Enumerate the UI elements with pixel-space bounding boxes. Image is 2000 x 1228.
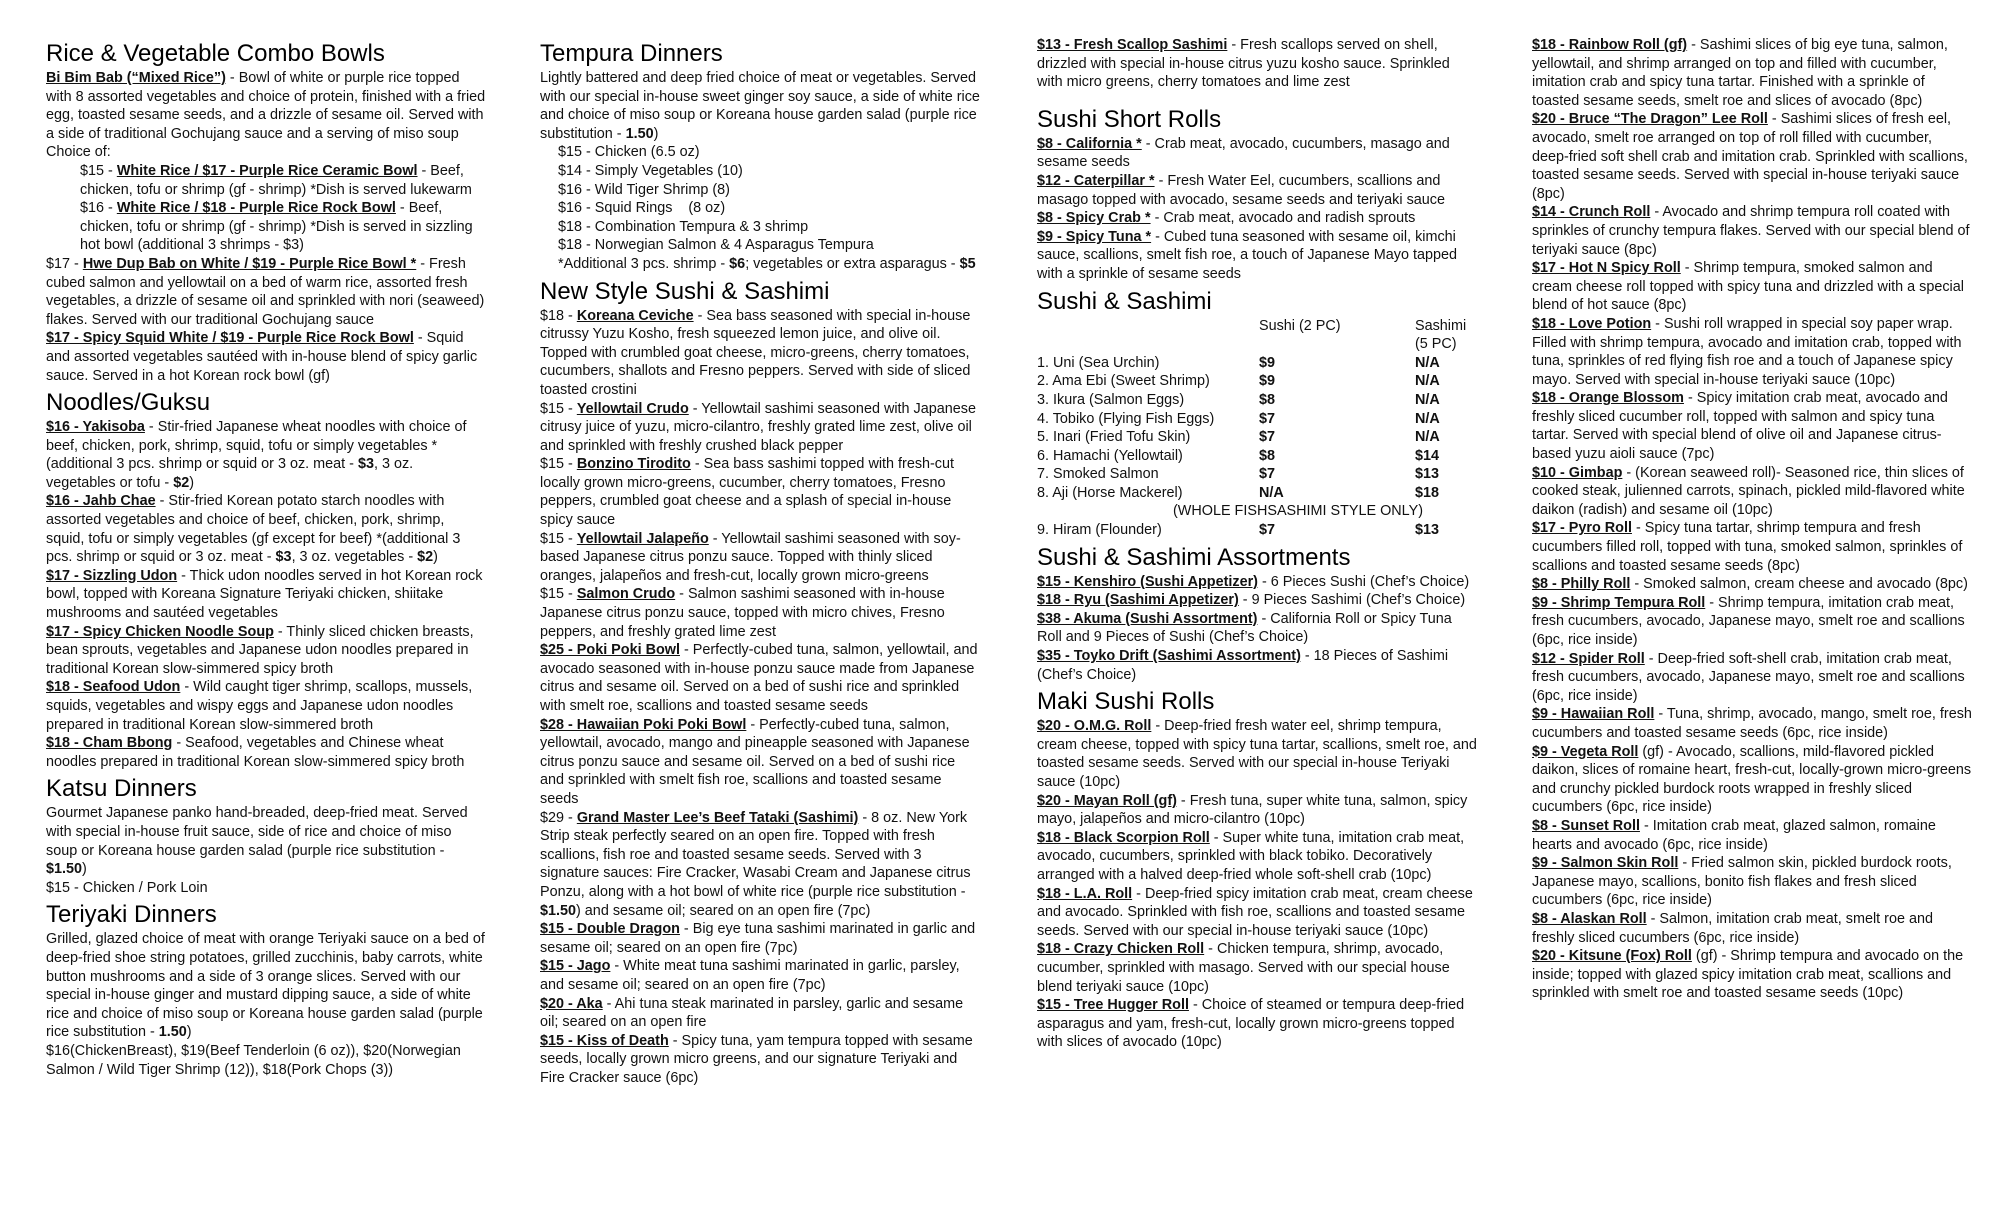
sushi-last-row [1037, 521, 1475, 540]
sushi-price: $8 [1259, 391, 1276, 408]
menu-item-hawaiian-roll: $9 - Hawaiian Roll - Tuna, shrimp, avocado, mango, smelt roe, fresh cucumbers and toasted sesame seeds (6pc, rice inside) [1532, 706, 1972, 741]
menu-item-black-scorpion-roll: $18 - Black Scorpion Roll - Super white tuna, imitation crab meat, avocado, cucumbers, sprinkled with black tobiko. Decoratively arranged with a halved deep-fried whole soft-shell crab (10pc) [1037, 829, 1465, 883]
menu-item-salmon-skin-roll: $9 - Salmon Skin Roll - Fried salmon skin, pickled burdock roots, Japanese mayo, scallions, bonito fish flakes and fresh sliced cucumbers (6pc, rice inside) [1532, 855, 1952, 909]
menu-item-alaskan-roll: $8 - Alaskan Roll - Salmon, imitation crab meat, smelt roe and freshly sliced cucumbers (6pc, rice inside) [1532, 910, 1933, 946]
sushi-item-name: 3. Ikura (Salmon Eggs) [1037, 391, 1185, 408]
choice-label: Choice of: [46, 144, 111, 161]
menu-item-sizzling-udon: $17 - Sizzling Udon - Thick udon noodles served in hot Korean rock bowl, topped with Koreana Signature Teriyaki chicken, shiitake mushrooms and sautéed vegetables [46, 567, 483, 622]
menu-item-love-potion: $18 - Love Potion - Sushi roll wrapped in special soy paper wrap. Filled with shrimp tempura, avocado and imitation crab, topped with tuna, sprinkles of red flying fish roe and a touch of Japanese spicy mayo. Served with special in-house teriyaki sauce (10pc) [1532, 315, 1962, 388]
menu-item-bibimbab: Bi Bim Bab (“Mixed Rice”) - Bowl of white or purple rice topped with 8 assorted vegetables and choice of protein, finished with a fried egg, toasted sesame seeds, and a drizzle of sesame oil. Served with a side of traditional Gochujang sauce and a serving of miso soup [46, 70, 486, 142]
menu-item-spicy-chicken-noodle-soup: $17 - Spicy Chicken Noodle Soup - Thinly sliced chicken breasts, bean sprouts, vegetables and Japanese udon noodles prepared in traditional Korean slow-simmered spicy broth [46, 623, 474, 677]
table-header-row [1037, 317, 1477, 354]
sushi-item-name: 2. Ama Ebi (Sweet Shrimp) [1037, 373, 1210, 390]
menu-item-ryu: $18 - Ryu (Sashimi Appetizer) - 9 Pieces Sashimi (Chef’s Choice) [1037, 592, 1466, 609]
menu-item-hawaiian-poki-bowl: $28 - Hawaiian Poki Poki Bowl - Perfectly-cubed tuna, salmon, yellowtail, avocado, mango and pineapple seasoned with Japanese citrus ponzu sauce and sesame oil. Served on a bed of sushi rice and sprinkled with smelt fish roe, scallions and toasted sesame seeds [540, 716, 970, 807]
sushi-item-name: 5. Inari (Fried Tofu Skin) [1037, 429, 1191, 446]
tempura-item: $15 - Chicken (6.5 oz) [558, 144, 700, 161]
sushi-item-name: 7. Smoked Salmon [1037, 466, 1159, 483]
sashimi-price: $18 [1415, 484, 1440, 501]
menu-item-kitsune-roll: $20 - Kitsune (Fox) Roll (gf) - Shrimp tempura and avocado on the inside; topped with glazed spicy imitation crab meat, scallions and sprinkled with smelt roe and toasted sesame seeds (10pc) [1532, 948, 1964, 1002]
menu-item-la-roll: $18 - L.A. Roll - Deep-fried spicy imitation crab meat, cream cheese and avocado. Sprinkled with fish roe, scallions and toasted sesame seeds. Served with our special in-house teriyaki sauce (10pc) [1037, 885, 1473, 939]
menu-item-yellowtail-jalapeno: $15 - Yellowtail Jalapeño - Yellowtail sashimi seasoned with soy-based Japanese citrus ponzu sauce. Topped with thinly sliced oranges, jalapeños and fresh-cut, locally grown micro-greens [540, 530, 961, 584]
menu-item-sunset-roll: $8 - Sunset Roll - Imitation crab meat, glazed salmon, romaine hearts and avocado (6pc, rice inside) [1532, 817, 1936, 853]
section-title-new-style: New Style Sushi & Sashimi [540, 277, 830, 305]
menu-item-yakisoba: $16 - Yakisoba - Stir-fried Japanese wheat noodles with choice of beef, chicken, pork, shrimp, squid, tofu or simply vegetables *(additional 3 pcs. shrimp or squid or 3 oz. meat - $3, 3 oz. vegetables or tofu - $2) [46, 419, 467, 491]
section-title-tempura: Tempura Dinners [540, 40, 723, 67]
teriyaki-prices: $16(ChickenBreast), $19(Beef Tenderloin (6 oz)), $20(Norwegian Salmon / Wild Tiger Shrimp (12)), $18(Pork Chops (3)) [46, 1042, 461, 1078]
menu-item-kenshiro: $15 - Kenshiro (Sushi Appetizer) - 6 Pieces Sushi (Chef’s Choice) [1037, 573, 1470, 590]
katsu-description: Gourmet Japanese panko hand-breaded, deep-fried meat. Served with special in-house fruit sauce, side of rice and choice of miso soup or Koreana house garden salad (purple rice substitution - $1.50) [46, 805, 468, 878]
table-row [1037, 354, 1475, 373]
menu-item-aka: $20 - Aka - Ahi tuna steak marinated in parsley, garlic and sesame oil; seared on an open fire [540, 995, 964, 1031]
menu-item-spicy-crab: $8 - Spicy Crab * - Crab meat, avocado and radish sprouts [1037, 210, 1416, 227]
menu-item-mayan-roll: $20 - Mayan Roll (gf) - Fresh tuna, super white tuna, salmon, spicy mayo, jalapeños and micro-cilantro (10pc) [1037, 792, 1468, 828]
sashimi-price: N/A [1415, 391, 1440, 408]
sushi-rows [1037, 354, 1475, 503]
table-row [1037, 465, 1475, 484]
menu-item-shrimp-tempura-roll: $9 - Shrimp Tempura Roll - Shrimp tempura, imitation crab meat, fresh cucumbers, avocado, Japanese mayo, smelt roe and scallions (6pc, rice inside) [1532, 594, 1965, 648]
menu-item-akuma: $38 - Akuma (Sushi Assortment) - California Roll or Spicy Tuna Roll and 9 Pieces of Sushi (Chef’s Choice) [1037, 610, 1452, 646]
section-title-sushi-sashimi: Sushi & Sashimi [1037, 287, 1212, 315]
menu-item-bonzino-tirodito: $15 - Bonzino Tirodito - Sea bass sashimi topped with fresh-cut locally grown micro-greens, cucumber, cherry tomatoes, Fresno peppers, crumbled goat cheese and a splash of special in-house spicy sauce [540, 456, 955, 529]
sashimi-price: N/A [1415, 373, 1440, 390]
menu-item-double-dragon: $15 - Double Dragon - Big eye tuna sashimi marinated in garlic and sesame oil; seared on an open fire (7pc) [540, 921, 976, 956]
whole-fish-note: (WHOLE FISHSASHIMI STYLE ONLY) [1173, 503, 1424, 520]
menu-item-salmon-crudo: $15 - Salmon Crudo - Salmon sashimi seasoned with in-house Japanese citrus ponzu sauce, topped with micro chives, Fresno peppers, and freshly grated lime zest [540, 586, 945, 640]
menu-item-beef-tataki: $29 - Grand Master Lee’s Beef Tataki (Sashimi) - 8 oz. New York Strip steak perfectly seared on an open fire. Topped with fresh scallions, fish roe and toasted sesame seeds. Served with 3 signature sauces: Fire Cracker, Wasabi Cream and Japanese citrus Ponzu, along with a hot bowl of white rice (purple rice substitution - $1.50) and sesame oil; seared on an open fire (7pc) [540, 809, 971, 919]
katsu-price: $15 - Chicken / Pork Loin [46, 879, 208, 896]
section-title-rice-bowls: Rice & Vegetable Combo Bowls [46, 40, 385, 67]
menu-item-hwe-dup-bab: $17 - Hwe Dup Bab on White / $19 - Purple Rice Bowl * - Fresh cubed salmon and yellowtail on a bed of warm rice, assorted fresh vegetables, a drizzle of sesame oil and sprinkled with nori (seaweed) flakes. Served with our traditional Gochujang sauce [46, 255, 485, 328]
sushi-price: $7 [1259, 429, 1276, 446]
table-row [1037, 391, 1475, 410]
menu-column-4 [1532, 36, 1972, 1003]
table-row: 9. Hiram (Flounder) $7 $13 [1037, 522, 1440, 539]
section-title-noodles: Noodles/Guksu [46, 389, 211, 417]
menu-item-tree-hugger-roll: $15 - Tree Hugger Roll - Choice of steamed or tempura deep-fried asparagus and yam, fresh-cut, locally grown micro-greens topped with slices of avocado (10pc) [1037, 997, 1465, 1051]
sushi-item-name: 1. Uni (Sea Urchin) [1037, 354, 1160, 371]
section-title-katsu: Katsu Dinners [46, 775, 197, 803]
menu-column-1 [46, 36, 486, 1079]
menu-item-jahb-chae: $16 - Jahb Chae - Stir-fried Korean potato starch noodles with assorted vegetables and choice of beef, chicken, pork, shrimp, squid, tofu or simply vegetables (gf except for beef) *(additional 3 pcs. shrimp or squid or 3 oz. meat - $3, 3 oz. vegetables - $2) [46, 493, 461, 566]
sushi-item-name: 4. Tobiko (Flying Fish Eggs) [1037, 410, 1215, 427]
menu-item-gimbap: $10 - Gimbap - (Korean seaweed roll)- Seasoned rice, thin slices of cooked steak, julienned carrots, spinach, pickled mild-flavored white daikon (radish) and sesame oil (10pc) [1532, 464, 1965, 518]
menu-item-pyro-roll: $17 - Pyro Roll - Spicy tuna tartar, shrimp tempura and fresh cucumbers filled roll, topped with tuna, smoked salmon, sprinkles of scallions and toasted sesame seeds (8pc) [1532, 520, 1963, 574]
sushi-price: $9 [1259, 354, 1276, 371]
teriyaki-description: Grilled, glazed choice of meat with orange Teriyaki sauce on a bed of deep-fried shoe string potatoes, grilled zucchinis, baby carrots, white button mushrooms and a side of 3 orange slices. Served with our special in-house ginger and mustard dipping sauce, a side of white rice and choice of miso soup or Koreana house garden salad (purple rice substitution - 1.50) [46, 931, 485, 1041]
sashimi-price: N/A [1415, 410, 1440, 427]
sashimi-price: N/A [1415, 354, 1440, 371]
menu-item-poki-poki-bowl: $25 - Poki Poki Bowl - Perfectly-cubed tuna, salmon, yellowtail, and avocado seasoned with in-house ponzu sauce made from Japanese citrus and sesame oil. Served on a bed of sushi rice and sprinkled with smelt roe, scallions and toasted sesame seeds [540, 642, 978, 714]
menu-column-3 [1037, 36, 1477, 1052]
menu-item-ceramic-bowl: $15 - White Rice / $17 - Purple Rice Ceramic Bowl - Beef, chicken, tofu or shrimp (gf - shrimp) *Dish is served lukewarm [80, 162, 472, 198]
section-title-maki: Maki Sushi Rolls [1037, 688, 1215, 716]
menu-item-bruce-lee-roll: $20 - Bruce “The Dragon” Lee Roll - Sashimi slices of fresh eel, avocado, smelt roe arranged on top of roll filled with cucumber, deep-fried soft shell crab and imitation crab. Sprinkled with scallions, toasted sesame seeds. Served with special in-house teriyaki sauce (8pc) [1532, 111, 1968, 202]
column-header-sushi: Sushi (2 PC) [1259, 317, 1341, 334]
menu-item-rainbow-roll: $18 - Rainbow Roll (gf) - Sashimi slices of big eye tuna, salmon, yellowtail, and shrimp arranged on top and filled with cucumber, imitation crab and spicy tuna tartar. Finished with a sprinkle of toasted sesame seeds, smelt roe and slices of avocado (8pc) [1532, 37, 1948, 109]
menu-item-caterpillar: $12 - Caterpillar * - Fresh Water Eel, cucumbers, scallions and masago topped with avocado, sesame seeds and teriyaki sauce [1037, 172, 1445, 208]
menu-item-orange-blossom: $18 - Orange Blossom - Spicy imitation crab meat, avocado and freshly sliced cucumber roll, topped with salmon and spicy tuna tartar. Served with special blend of olive oil and Japanese citrus-based yuzu aioli sauce (7pc) [1532, 390, 1948, 463]
tempura-item: $16 - Squid Rings (8 oz) [558, 200, 726, 217]
sashimi-price: $13 [1415, 466, 1440, 483]
menu-item-cham-bbong: $18 - Cham Bbong - Seafood, vegetables and Chinese wheat noodles prepared in traditional Korean slow-simmered spicy broth [46, 735, 465, 770]
table-row [1037, 428, 1475, 447]
menu-item-koreana-ceviche: $18 - Koreana Ceviche - Sea bass seasoned with special in-house citrussy Yuzu Kosho, fresh squeezed lemon juice, and olive oil. Topped with crumbled goat cheese, micro-greens, cherry tomatoes, cucumbers, shallots and Fresno peppers. Served with side of sliced toasted crostini [540, 307, 971, 398]
menu-item-crazy-chicken-roll: $18 - Crazy Chicken Roll - Chicken tempura, shrimp, avocado, cucumber, sprinkled with masago. Served with our special house blend teriyaki sauce (10pc) [1037, 941, 1450, 995]
tempura-item: $14 - Simply Vegetables (10) [558, 162, 743, 179]
table-row [1037, 447, 1475, 466]
menu-item-seafood-udon: $18 - Seafood Udon - Wild caught tiger shrimp, scallops, mussels, squids, vegetables and wispy eggs and Japanese udon noodles prepared in traditional Korean slow-simmered broth [46, 679, 473, 733]
menu-item-scallop-sashimi: $13 - Fresh Scallop Sashimi - Fresh scallops served on shell, drizzled with special in-house citrus yuzu kosho sauce. Sprinkled with micro greens, cherry tomatoes and lime zest [1037, 37, 1450, 91]
sushi-price: $8 [1259, 447, 1276, 464]
menu-item-yellowtail-crudo: $15 - Yellowtail Crudo - Yellowtail sashimi seasoned with Japanese citrusy juice of yuzu, micro-cilantro, freshly grated lime zest, olive oil and sprinkled with freshly crushed black pepper [540, 400, 976, 454]
menu-item-omg-roll: $20 - O.M.G. Roll - Deep-fried fresh water eel, shrimp tempura, cream cheese, topped with spicy tuna tartar, scallions, smelt roe, and toasted sesame seeds. Served with our special in-house Teriyaki sauce (10pc) [1037, 718, 1477, 790]
menu-item-spicy-tuna: $9 - Spicy Tuna * - Cubed tuna seasoned with sesame oil, kimchi sauce, scallions, smelt fish roe, a touch of Japanese Mayo tapped with a sprinkle of sesame seeds [1037, 228, 1457, 282]
menu-item-philly-roll: $8 - Philly Roll - Smoked salmon, cream cheese and avocado (8pc) [1532, 576, 1968, 593]
table-row [1037, 484, 1475, 503]
sushi-item-name: 6. Hamachi (Yellowtail) [1037, 447, 1183, 464]
sushi-price: N/A [1259, 484, 1284, 501]
menu-item-rock-bowl: $16 - White Rice / $18 - Purple Rice Rock Bowl - Beef, chicken, tofu or shrimp (gf - shrimp) *Dish is served in sizzling hot bowl (additional 3 shrimps - $3) [80, 200, 473, 254]
section-title-short-rolls: Sushi Short Rolls [1037, 105, 1222, 133]
sushi-price: $7 [1259, 466, 1276, 483]
menu-item-toyko-drift: $35 - Toyko Drift (Sashimi Assortment) - 18 Pieces of Sashimi (Chef’s Choice) [1037, 648, 1449, 683]
tempura-item: $18 - Combination Tempura & 3 shrimp [558, 218, 809, 235]
tempura-description: Lightly battered and deep fried choice of meat or vegetables. Served with our special in-house sweet ginger soy sauce, a side of white rice and choice of miso soup or Koreana house garden salad (purple rice substitution - 1.50) [540, 70, 980, 142]
menu-item-crunch-roll: $14 - Crunch Roll - Avocado and shrimp tempura roll coated with sprinkles of crunchy tempura flakes. Served with our special blend of teriyaki sauce (8pc) [1532, 204, 1970, 258]
sushi-item-name: 8. Aji (Horse Mackerel) [1037, 484, 1183, 501]
section-title-assortments: Sushi & Sashimi Assortments [1037, 543, 1351, 571]
section-title-teriyaki: Teriyaki Dinners [46, 901, 217, 929]
menu-item-california: $8 - California * - Crab meat, avocado, cucumbers, masago and sesame seeds [1037, 135, 1450, 171]
sushi-price: $7 [1259, 410, 1276, 427]
menu-item-spider-roll: $12 - Spider Roll - Deep-fried soft-shell crab, imitation crab meat, fresh cucumbers, avocado, Japanese mayo, smelt roe and scallions (6pc, rice inside) [1532, 650, 1965, 704]
sashimi-price: N/A [1415, 429, 1440, 446]
sushi-price-table [1037, 317, 1477, 354]
menu-item-spicy-squid: $17 - Spicy Squid White / $19 - Purple Rice Rock Bowl - Squid and assorted vegetables sautéed with in-house blend of spicy garlic sauce. Served in a hot Korean rock bowl (gf) [46, 330, 478, 384]
table-row [1037, 410, 1475, 429]
menu-item-hot-n-spicy-roll: $17 - Hot N Spicy Roll - Shrimp tempura, smoked salmon and cream cheese roll topped with spicy tuna and drizzled with a special blend of hot sauce (8pc) [1532, 260, 1964, 314]
sushi-price: $9 [1259, 373, 1276, 390]
sashimi-price: $14 [1415, 447, 1440, 464]
tempura-item: $18 - Norwegian Salmon & 4 Asparagus Tempura [558, 237, 874, 254]
column-header-sashimi: Sashimi (5 PC) [1415, 317, 1467, 353]
table-row [1037, 372, 1475, 391]
menu-item-kiss-of-death: $15 - Kiss of Death - Spicy tuna, yam tempura topped with sesame seeds, locally grown micro greens, and our signature Teriyaki and Fire Cracker sauce (6pc) [540, 1032, 973, 1086]
menu-column-2 [540, 36, 980, 1087]
tempura-additional: *Additional 3 pcs. shrimp - $6; vegetables or extra asparagus - $5 [558, 255, 976, 272]
menu-item-jago: $15 - Jago - White meat tuna sashimi marinated in garlic, parsley, and sesame oil; seared on an open fire (7pc) [540, 958, 960, 993]
tempura-item: $16 - Wild Tiger Shrimp (8) [558, 181, 730, 198]
menu-item-vegeta-roll: $9 - Vegeta Roll (gf) - Avocado, scallions, mild-flavored pickled daikon, slices of romaine heart, fresh-cut, locally-grown micro-greens and crunchy pickled burdock roots wrapped in freshly sliced cucumbers (6pc, rice inside) [1532, 743, 1972, 816]
